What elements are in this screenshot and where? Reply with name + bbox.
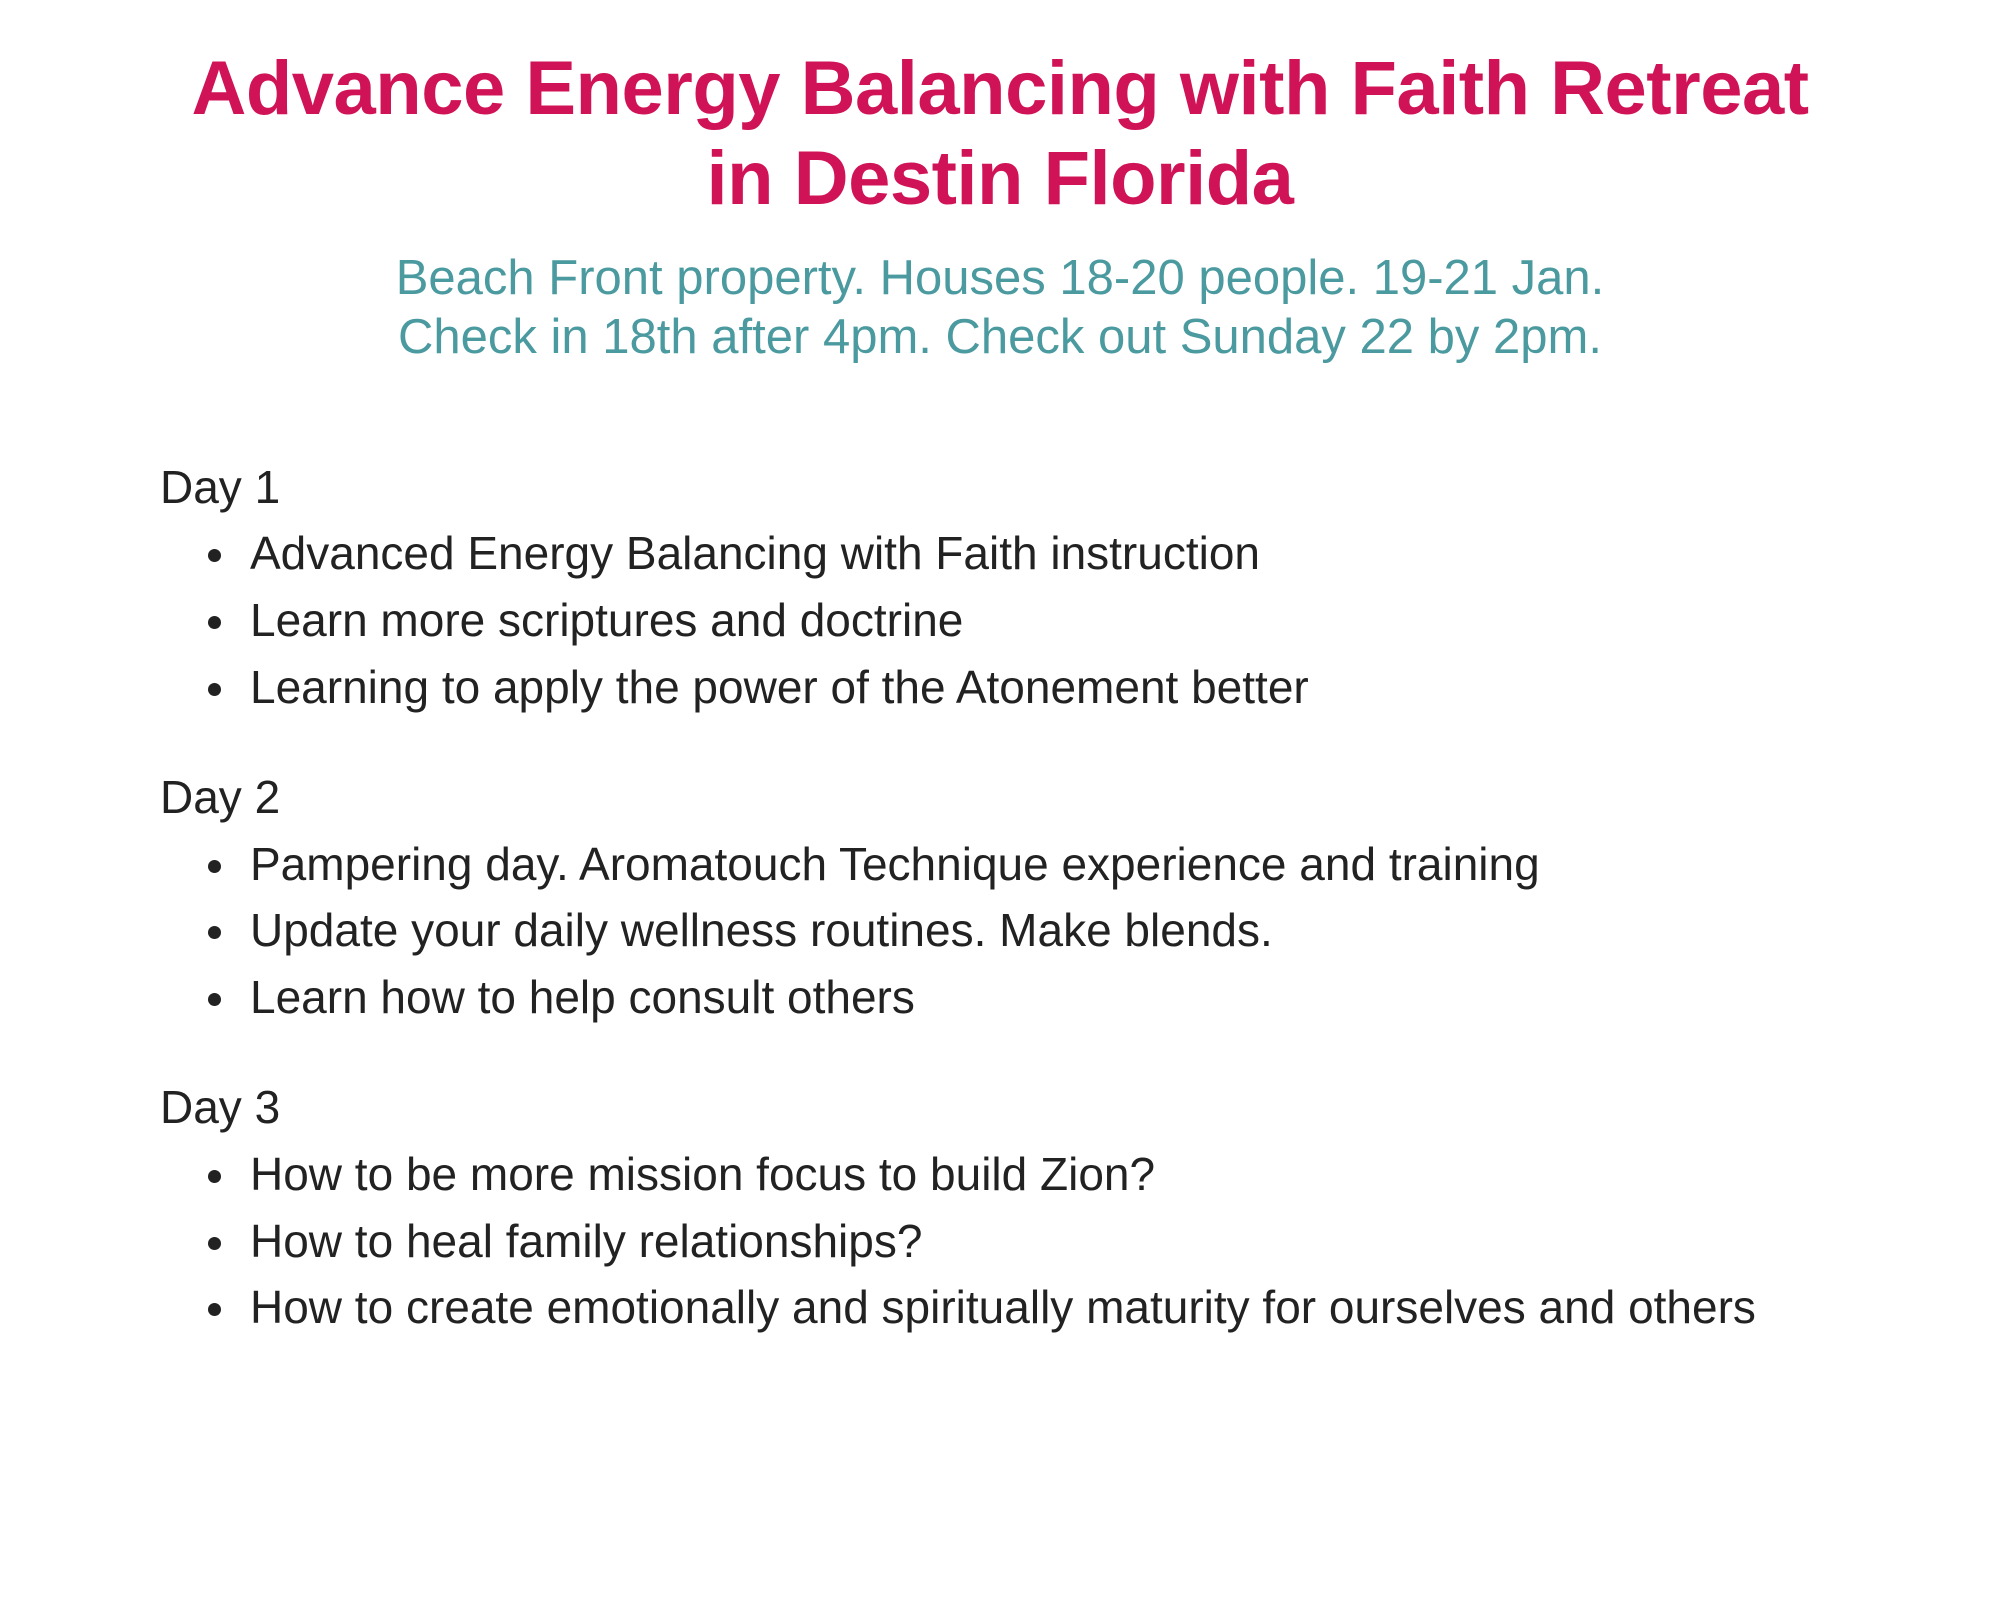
day-block-3 [160, 1079, 1920, 1337]
bullet-dot-icon [208, 993, 221, 1006]
agenda-body [80, 459, 1920, 1337]
subtitle-line-1: Beach Front property. Houses 18-20 people. 19-21 Jan. [395, 251, 1605, 306]
subtitle-line-2: Check in 18th after 4pm. Check out Sunday 22 by 2pm. [398, 310, 1602, 365]
day-1-bullet-list [160, 524, 1920, 717]
day-block-2 [160, 769, 1920, 1027]
list-item [160, 835, 1920, 894]
list-item [160, 901, 1920, 960]
bullet-dot-icon [208, 549, 221, 562]
day-heading: Day 2 [160, 771, 281, 824]
list-item [160, 968, 1920, 1027]
page-title: Advance Energy Balancing with Faith Retreat in Destin Florida [191, 46, 1809, 221]
bullet-dot-icon [208, 683, 221, 696]
list-item-label: Pampering day. Aromatouch Technique experience and training [250, 837, 1540, 890]
bullet-dot-icon [208, 1170, 221, 1183]
list-item-label: Learning to apply the power of the Atonement better [250, 661, 1309, 714]
list-item [160, 591, 1920, 650]
list-item [160, 1145, 1920, 1204]
day-2-bullet-list [160, 835, 1920, 1028]
list-item [160, 524, 1920, 583]
list-item-label: How to heal family relationships? [250, 1214, 923, 1267]
bullet-dot-icon [208, 1237, 221, 1250]
day-3-bullet-list [160, 1145, 1920, 1338]
list-item-label: Advanced Energy Balancing with Faith instruction [250, 527, 1261, 580]
bullet-dot-icon [208, 860, 221, 873]
list-item-label: Update your daily wellness routines. Make blends. [250, 904, 1273, 957]
day-heading: Day 3 [160, 1081, 281, 1134]
list-item [160, 1278, 1920, 1337]
list-item-label: How to be more mission focus to build Zion? [250, 1147, 1156, 1200]
bullet-dot-icon [208, 926, 221, 939]
day-heading: Day 1 [160, 460, 281, 513]
list-item-label: Learn how to help consult others [250, 971, 915, 1024]
list-item-label: How to create emotionally and spiritually maturity for ourselves and others [250, 1281, 1756, 1334]
bullet-dot-icon [208, 1303, 221, 1316]
list-item-label: Learn more scriptures and doctrine [250, 594, 964, 647]
list-item [160, 1212, 1920, 1271]
list-item [160, 658, 1920, 717]
day-block-1 [160, 459, 1920, 717]
page-subtitle [200, 249, 1800, 367]
bullet-dot-icon [208, 616, 221, 629]
